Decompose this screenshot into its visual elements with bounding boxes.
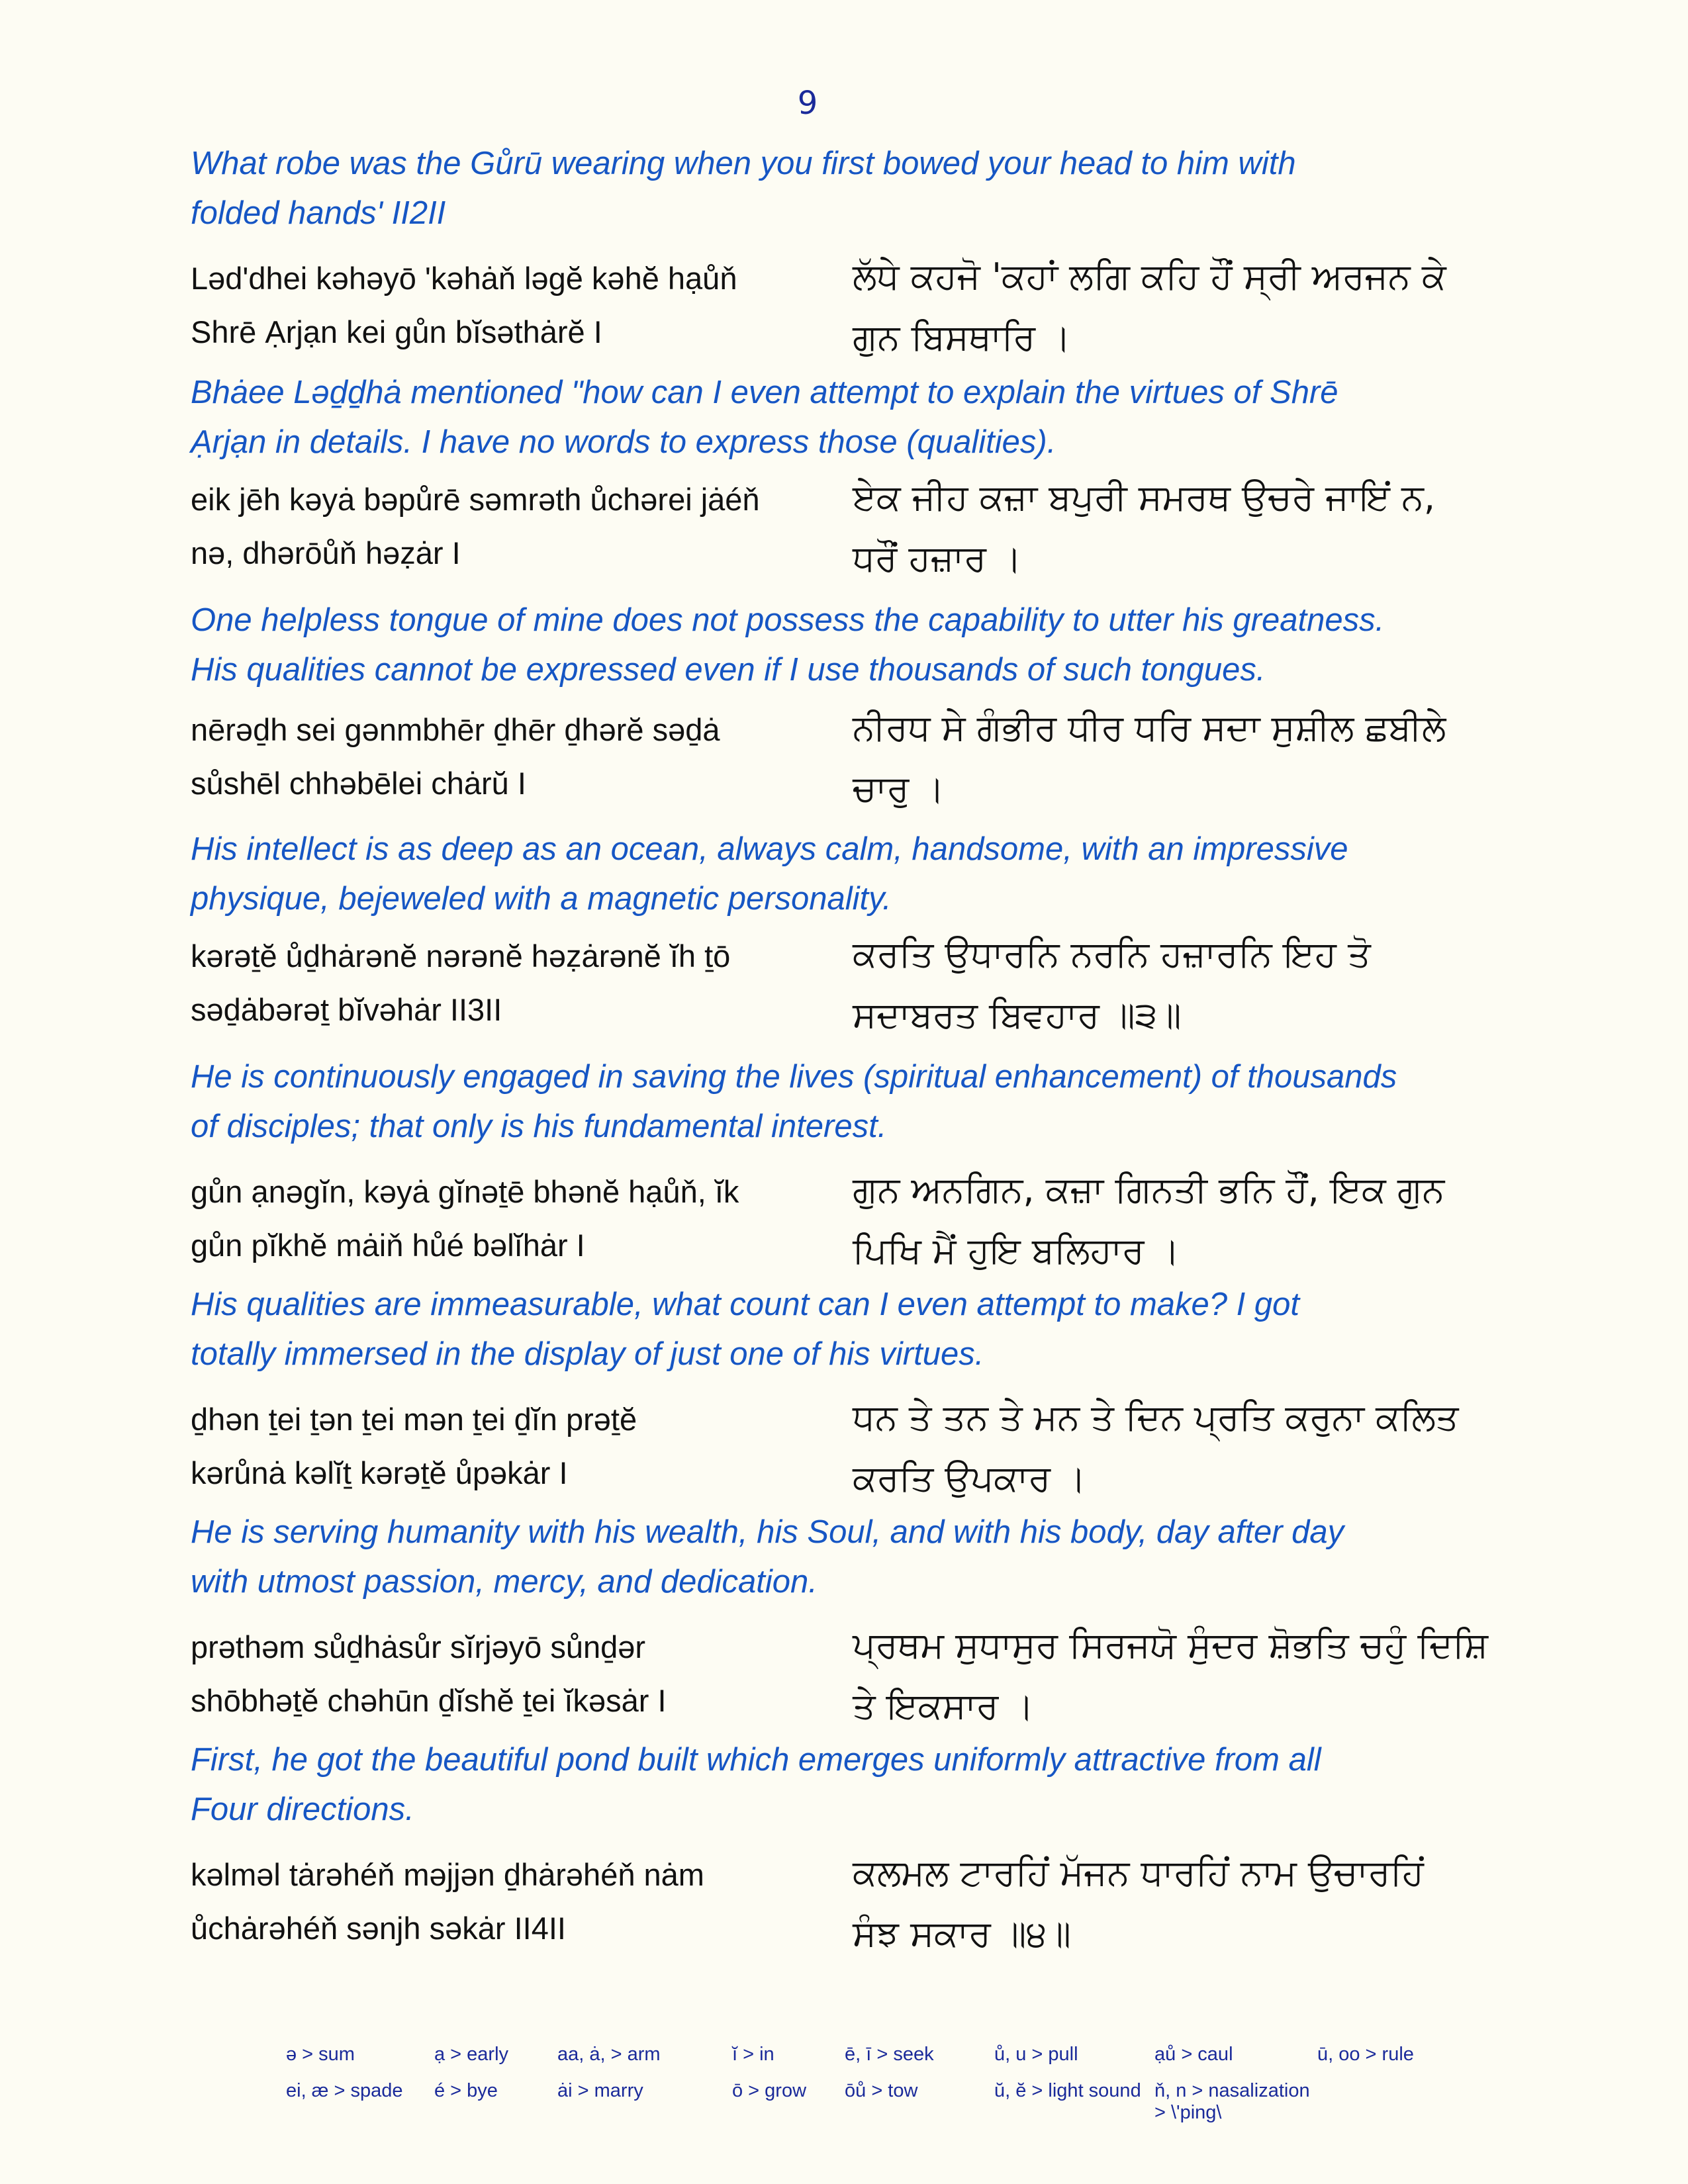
translation-line: One helpless tongue of mine does not possess the capability to utter his greatness.	[191, 602, 1385, 638]
translation-line: He is serving humanity with his wealth, his Soul, and with his body, day after day	[191, 1514, 1344, 1550]
legend-item: ạ > early	[434, 2044, 509, 2065]
translation-line: He is continuously engaged in saving the lives (spiritual enhancement) of thousands	[191, 1059, 1397, 1095]
legend-item: ōů > tow	[845, 2080, 918, 2101]
transliteration-line: sůshēl chhəbēlei chȧrŭ I	[191, 766, 526, 801]
gurmukhi-verse	[853, 1387, 1515, 1509]
translation-line: with utmost passion, mercy, and dedication.	[191, 1564, 818, 1600]
transliteration	[191, 1165, 813, 1272]
transliteration-line: kərůnȧ kəlĭṯ kərəṯĕ ůpəkȧr I	[191, 1455, 568, 1490]
legend-item: aa, ȧ, > arm	[557, 2044, 661, 2065]
transliteration-line: Shrē Ạrjạn kei gůn bĭsəthȧrĕ I	[191, 314, 602, 349]
gurmukhi-verse	[853, 1615, 1515, 1737]
legend-item: ĭ > in	[732, 2044, 774, 2065]
gurmukhi-line: ਕਲਮਲ ਟਾਰਹਿਂ ਮੱਜਨ ਧਾਰਹਿਂ ਨਾਮ ਉਚਾਰਹਿਂ	[853, 1852, 1424, 1893]
translation	[191, 368, 1515, 467]
transliteration-line: ḏhən ṯei ṯən ṯei mən ṯei ḏĭn prəṯĕ	[191, 1402, 637, 1437]
translation	[191, 825, 1515, 924]
legend-item: ŭ, ĕ > light sound	[994, 2080, 1141, 2101]
transliteration	[191, 929, 813, 1036]
legend-item: ū, oo > rule	[1317, 2044, 1414, 2065]
legend-item	[1317, 2080, 1516, 2124]
gurmukhi-line: ਕਰਤਿ ਉਧਾਰਨਿ ਨਰਨਿ ਹਜ਼ਾਰਨਿ ਇਹ ਤੋ	[853, 933, 1371, 975]
transliteration-line: shōbhəṯĕ chəhūn ḏĭshĕ ṯei ĭkəsȧr I	[191, 1683, 667, 1718]
translation-line: His intellect is as deep as an ocean, always calm, handsome, with an impressive	[191, 831, 1348, 867]
transliteration	[191, 1620, 813, 1727]
legend-item: ạů > caul	[1154, 2044, 1233, 2065]
legend-item: ei, æ > spade	[286, 2080, 403, 2101]
gurmukhi-verse	[853, 1843, 1515, 1964]
transliteration-line: prəthəm sůḏhȧsůr sĭrjəyō sůnḏər	[191, 1629, 646, 1664]
transliteration	[191, 1848, 813, 1955]
gurmukhi-verse	[853, 467, 1515, 589]
translation-line: totally immersed in the display of just one of his virtues.	[191, 1336, 984, 1372]
transliteration-line: gůn ạnəgĭn, kəyȧ gĭnəṯē bhənĕ hạůň, ĭk	[191, 1174, 739, 1209]
gurmukhi-verse	[853, 1160, 1515, 1281]
translation-line: Four directions.	[191, 1792, 414, 1827]
legend-item: é > bye	[434, 2080, 498, 2101]
gurmukhi-verse	[853, 246, 1515, 368]
gurmukhi-line: ਧਨ ਤੇ ਤਨ ਤੇ ਮਨ ਤੇ ਦਿਨ ਪ੍ਰਤਿ ਕਰੁਨਾ ਕਲਿਤ	[853, 1396, 1459, 1438]
legend-item: ō > grow	[732, 2080, 807, 2101]
gurmukhi-line: ਗੁਨ ਅਨਗਿਨ, ਕਜ਼ਾ ਗਿਨਤੀ ਭਨਿ ਹੌਂ, ਇਕ ਗੁਨ	[853, 1169, 1445, 1210]
translation	[191, 1508, 1515, 1607]
gurmukhi-line: ਧਰੌਂ ਹਜ਼ਾਰ ।	[853, 537, 1022, 579]
transliteration-line: eik jēh kəyȧ bəpůrē səmrəth ůchərei jȧéň	[191, 482, 760, 517]
translation	[191, 596, 1515, 695]
gurmukhi-line: ਪਿਖਿ ਮੈਂ ਹੁਇ ਬਲਿਹਾਰ ।	[853, 1230, 1180, 1271]
gurmukhi-line: ਤੇ ਇਕਸਾਰ ।	[853, 1685, 1034, 1727]
transliteration-line: ůchȧrəhéň sənjh səkȧr II4II	[191, 1911, 566, 1946]
translation-line: folded hands' II2II	[191, 195, 446, 231]
transliteration-line: səḏȧbərəṯ bĭvəhȧr II3II	[191, 992, 502, 1027]
translation	[191, 1735, 1515, 1835]
translation-0	[191, 139, 1515, 238]
legend-item: ə > sum	[286, 2044, 355, 2065]
pronunciation-legend	[286, 2044, 1477, 2124]
translation-line: First, he got the beautiful pond built which emerges uniformly attractive from all	[191, 1742, 1321, 1778]
legend-item: ň, n > nasalization > \'ping\	[1154, 2080, 1310, 2123]
translation-line: Bhȧee Ləḏḏhȧ mentioned "how can I even attempt to explain the virtues of Shrē	[191, 375, 1338, 410]
gurmukhi-line: ਸਦਾਬਰਤ ਬਿਵਹਾਰ ॥੩॥	[853, 994, 1182, 1036]
legend-item: ē, ī > seek	[845, 2044, 934, 2065]
gurmukhi-line: ਗੁਨ ਬਿਸਥਾਰਿ ।	[853, 316, 1071, 358]
translation-line: His qualities cannot be expressed even if I use thousands of such tongues.	[191, 652, 1266, 688]
gurmukhi-line: ਕਰਤਿ ਉਪਕਾਰ ।	[853, 1457, 1086, 1499]
gurmukhi-line: ਨੀਰਧ ਸੇ ਗੰਭੀਰ ਧੀਰ ਧਰਿ ਸਦਾ ਸੁਸ਼ੀਲ ਛਬੀਲੇ	[853, 707, 1446, 749]
translation	[191, 1280, 1515, 1379]
transliteration-line: Ləd'dhei kəhəyō 'kəhȧň ləgĕ kəhĕ hạůň	[191, 261, 737, 296]
page-number: 9	[797, 85, 818, 122]
legend-item: ȧi > marry	[557, 2080, 643, 2101]
gurmukhi-line: ਪ੍ਰਥਮ ਸੁਧਾਸੁਰ ਸਿਰਜਯੋ ਸੁੰਦਰ ਸ਼ੋਭਤਿ ਚਹੁੰ ਦਿਸ਼ਿ	[853, 1624, 1488, 1666]
transliteration	[191, 251, 813, 359]
transliteration-line: kəlməl tȧrəhéň məjjən ḏhȧrəhéň nȧm	[191, 1857, 704, 1892]
translation-line: His qualities are immeasurable, what count can I even attempt to make? I got	[191, 1287, 1300, 1322]
gurmukhi-line: ਏਕ ਜੀਹ ਕਜ਼ਾ ਬਪੁਰੀ ਸਮਰਥ ਉਚਰੇ ਜਾਇਂ ਨ,	[853, 477, 1435, 518]
gurmukhi-line: ਸੰਝ ਸਕਾਰ ॥੪॥	[853, 1913, 1071, 1954]
transliteration-line: nə, dhərōůň həẓȧr I	[191, 535, 461, 570]
transliteration-line: gůn pĭkhĕ mȧiň hůé bəlĭhȧr I	[191, 1228, 585, 1263]
gurmukhi-verse	[853, 698, 1515, 819]
legend-item: ů, u > pull	[994, 2044, 1078, 2065]
transliteration	[191, 473, 813, 580]
translation-line: physique, bejeweled with a magnetic personality.	[191, 881, 892, 917]
gurmukhi-line: ਚਾਰੁ ।	[853, 768, 945, 809]
gurmukhi-verse	[853, 924, 1515, 1046]
translation-line: Ạrjạn in details. I have no words to express those (qualities).	[191, 424, 1056, 460]
translation-line: of disciples; that only is his fundamental interest.	[191, 1109, 887, 1144]
transliteration	[191, 703, 813, 810]
transliteration-line: kərəṯĕ ůḏhȧrənĕ nərənĕ həẓȧrənĕ ĭh ṯō	[191, 938, 731, 974]
transliteration-line: nērəḏh sei gənmbhēr ḏhēr ḏhərĕ səḏȧ	[191, 712, 720, 747]
transliteration	[191, 1392, 813, 1500]
gurmukhi-line: ਲੱਧੇ ਕਹਜੋ 'ਕਹਾਂ ਲਗਿ ਕਹਿ ਹੌਂ ਸ੍ਰੀ ਅਰਜਨ ਕੇ	[853, 255, 1446, 297]
translation	[191, 1052, 1515, 1152]
translation-line: What robe was the Gůrū wearing when you first bowed your head to him with	[191, 146, 1296, 181]
